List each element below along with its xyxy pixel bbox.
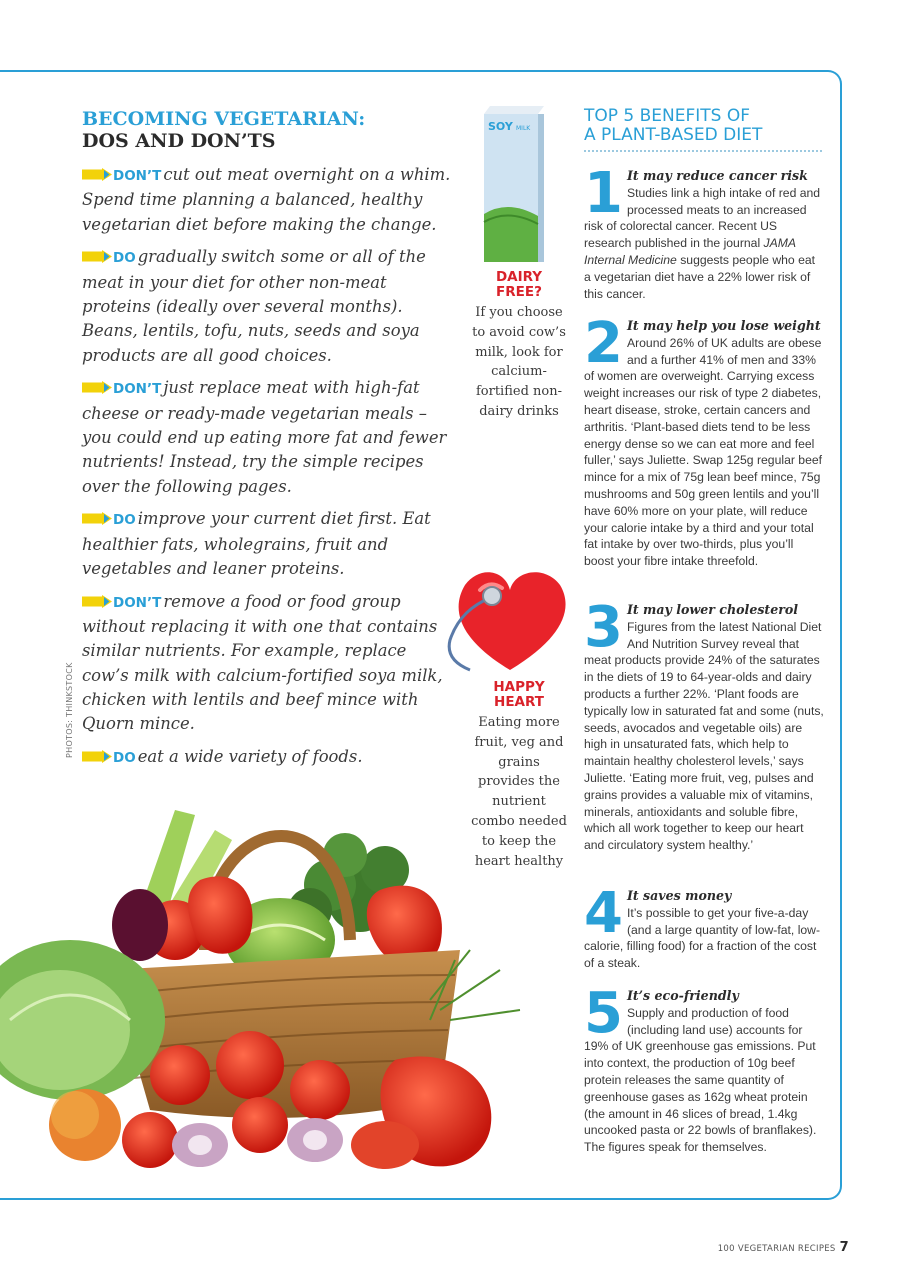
tip-text: cut out meat overnight on a whim. Spend time planning a balanced, healthy vegetarian diet before making the change. — [82, 165, 451, 234]
arrow-icon — [82, 381, 112, 394]
benefit-item — [584, 161, 824, 302]
benefits-title-line1: TOP 5 BENEFITS OF — [584, 106, 751, 126]
benefit-heading: It may reduce cancer risk — [626, 168, 808, 183]
page-footer — [718, 1240, 849, 1255]
tip-text: just replace meat with high-fat cheese or ready-made vegetarian meals – you could end up eating more fat and fewer nutrients! Instead, try the simple recipes over the following pages. — [82, 378, 447, 496]
benefit-text-cont: suggests people who eat a vegetarian diet have a 22% lower risk of this cancer. — [584, 252, 816, 301]
benefit-text: Figures from the latest National Diet And Nutrition Survey reveal that meat products provide 24% of the saturates in the diets of 19 to 64-year-olds and dairy products a further 22%. ‘Plant foods are typically low in saturated fat and some (nuts, seeds, avocados and vegetable oils) are high in unsaturated fats, which help to maintain healthy cholesterol levels,’ says Juliette. ‘Eating more fruit, veg, pulses and grains provides a valuable mix of vitamins, minerals, antioxidants and soluble fibre, which all work together to keep our heart and circulatory system healthy.’ — [584, 619, 824, 853]
tips-list — [82, 163, 454, 779]
tip-item — [82, 590, 454, 737]
benefit-number: 2 — [584, 311, 623, 376]
tip-tag: DON’T — [113, 381, 162, 398]
footer-label: 100 VEGETARIAN RECIPES — [717, 1244, 836, 1254]
tip-tag: DON’T — [113, 594, 162, 611]
benefit-number: 3 — [584, 595, 623, 660]
benefit-item — [584, 595, 824, 854]
page-number: 7 — [839, 1240, 849, 1255]
benefit-number: 4 — [584, 881, 623, 946]
benefit-heading: It may help you lose weight — [626, 318, 821, 333]
tip-tag: DO — [113, 512, 136, 529]
tip-item — [82, 376, 454, 498]
benefit-text: Studies link a high intake of red and processed meats to an increased risk of colorectal cancer. Recent US research published in the journal — [584, 185, 821, 251]
section-title — [82, 108, 462, 152]
section-title-line1: BECOMING VEGETARIAN: — [82, 108, 366, 130]
benefit-text: Around 26% of UK adults are obese and a further 41% of men and 33% of women are overweight. Carrying excess weight increases our risk of type 2 diabetes, heart disease, stroke, certain cancers and arthritis. ‘Plant-based diets tend to be less energy dense so we can eat more and feel fuller,’ says Juliette. Swap 125g regular beef mince for a mix of 75g lean beef mince, 75g mushrooms and 50g green lentils and you’ll have 60% more on your plate, will reduce your calorie intake by a third and your total fat intake by over two-thirds, plus you’ll boost your fibre intake threefold. — [584, 335, 823, 569]
tip-text: remove a food or food group without replacing it with one that contains similar nutrients. For example, replace cow’s milk with calcium-fortified soya milk, chicken with lentils and beef mince with Quorn mince. — [82, 591, 443, 734]
happy-heart-text: Eating more fruit, veg and grains provides the nutrient combo needed to keep the heart healthy — [471, 715, 567, 869]
benefit-text: Supply and production of food (including land use) accounts for 19% of UK greenhouse gas emissions. Put into context, the production of 10g beef protein releases the same quantity of greenhouse gases as 162g wheat protein (the amount in 46 slices of bread, 1.4kg uncooked pasta or 22 bowls of branflakes). The figures speak for themselves. — [584, 1005, 817, 1155]
milk-label-soy: SOY — [488, 120, 513, 133]
benefit-item — [584, 981, 824, 1156]
arrow-icon — [82, 168, 112, 181]
arrow-icon — [82, 512, 112, 525]
tip-tag: DO — [113, 750, 136, 767]
benefit-number: 5 — [584, 981, 623, 1046]
dairy-free-heading — [470, 270, 568, 300]
dairy-free-heading-line1: DAIRY — [495, 269, 543, 285]
tip-item — [82, 163, 454, 237]
tip-tag: DO — [113, 250, 136, 267]
benefit-journal: JAMA Internal Medicine — [584, 236, 796, 267]
arrow-icon — [82, 250, 112, 263]
benefit-item — [584, 311, 824, 570]
benefits-title — [584, 107, 822, 152]
tip-text: eat a wide variety of foods. — [137, 747, 363, 767]
benefit-item — [584, 881, 824, 972]
tip-tag: DON’T — [113, 168, 162, 184]
heart-stethoscope-image — [440, 560, 580, 680]
tip-text: gradually switch some or all of the meat in your diet for other non-meat proteins (ideally over several months). Beans, lentils, tofu, nuts, seeds and soya products are all good choices. — [82, 247, 426, 365]
soy-milk-carton-image — [478, 104, 548, 264]
happy-heart-heading-line2: HEART — [494, 694, 544, 710]
dairy-free-heading-line2: FREE? — [496, 284, 542, 300]
vegetable-basket-image — [0, 770, 540, 1200]
milk-label-milk: MILK — [516, 125, 531, 132]
photo-credit: PHOTOS: THINKSTOCK — [65, 662, 74, 758]
tip-text: improve your current diet first. Eat healthier fats, wholegrains, fruit and vegetables and leaner proteins. — [82, 509, 431, 578]
benefits-title-line2: A PLANT-BASED DIET — [584, 124, 763, 145]
benefit-text: It’s possible to get your five-a-day (and a large quantity of low-fat, low-calorie, filling food) for a fraction of the cost of a steak. — [584, 905, 821, 971]
benefit-heading: It’s eco-friendly — [626, 988, 739, 1003]
happy-heart-heading-line1: HAPPY — [493, 679, 545, 695]
benefit-heading: It saves money — [626, 888, 732, 903]
benefit-heading: It may lower cholesterol — [626, 602, 799, 617]
dairy-free-text: If you choose to avoid cow’s milk, look for calcium-fortified non-dairy drinks — [472, 305, 566, 419]
tip-item — [82, 245, 454, 367]
tip-item — [82, 507, 454, 581]
tip-item — [82, 745, 454, 770]
section-title-line2: DOS AND DON’TS — [82, 130, 276, 152]
benefit-number: 1 — [584, 161, 623, 226]
arrow-icon — [82, 750, 112, 763]
arrow-icon — [82, 595, 112, 608]
happy-heart-heading — [470, 680, 568, 710]
